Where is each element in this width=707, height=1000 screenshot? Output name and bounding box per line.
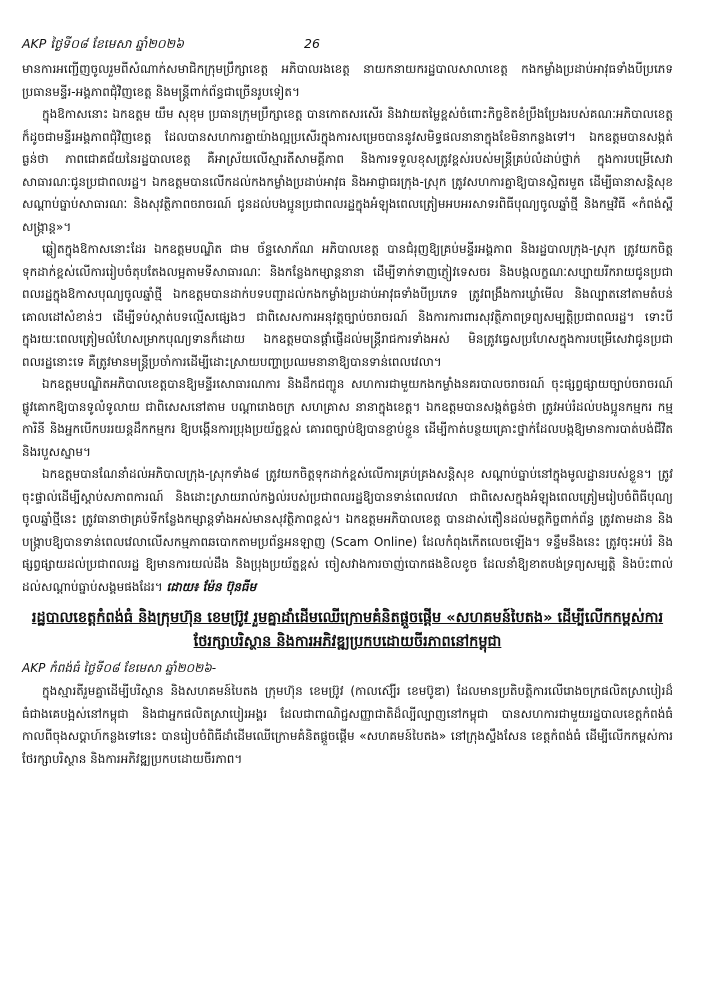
article1-paragraph-4 bbox=[22, 463, 673, 598]
article2-paragraph-1: ក្នុងស្មារតីរួមគ្នាដើម្បីបរិស្ថាន និងសហគមន៍បៃតង ក្រុមហ៊ុន ខេមប៊្រូវ (កាលស៊្បើរ ខេមប៊ូឌា) ដែលមានប្រតិបត្តិការលើរោងចក្រផលិតស្រាបៀរដ៏ធំជាងគេបង្អស់នៅកម្ពុជា និងជាអ្នកផលិតស្រាបៀរអង្គរ ដែលជាពាណិជ្ជសញ្ញាជាតិដ៏ល្បីល្បាញនៅកម្ពុជា បានសហការជាមួយរដ្ឋបាលខេត្តកំពង់ធំ កាលពីចុងសប្តាហ៍កន្លងទៅនេះ បានរៀបចំពិធីដាំដើមឈើក្រោមគំនិតផ្តួចផ្តើម «សហគមន៍បៃតង» នៅក្រុងស្ទឹងសែន ខេត្តកំពង់ធំ ដើម្បីលើកកម្ពស់ការថែរក្សាបរិស្ថាន និងការអភិវឌ្ឍប្រកបដោយចីរភាព។ bbox=[22, 684, 673, 766]
page-number: 26 bbox=[304, 36, 320, 51]
article1-paragraph-0: មានការអញ្ជើញចូលរួមពីសំណាក់សមាជិកក្រុមប្រឹក្សាខេត្ត អភិបាលរងខេត្ត នាយកនាយករដ្ឋបាលសាលាខេត្ត កងកម្លាំងប្រដាប់អាវុធទាំងបីប្រភេទ ប្រធានមន្ទីរ-អង្គភាពជុំវិញខេត្ត និងមន្ត្រីពាក់ព័ន្ធជាច្រើនរូបទៀត។ bbox=[22, 62, 673, 99]
article1-byline: ដោយ៖ ម៉ែន ប៊ុនធីម bbox=[166, 579, 257, 594]
article1-paragraph-1: ក្នុងឱកាសនោះ ឯកឧត្តម យឹម សុខុម ប្រធានក្រុមប្រឹក្សាខេត្ត បានកោតសរសើរ និងវាយតម្លៃខ្ពស់ចំពោះកិច្ចខិតខំប្រឹងប្រែងរបស់គណៈអភិបាលខេត្ត ក៏ដូចជាមន្ទីរអង្គភាពជុំវិញខេត្ត ដែលបានសហការគ្នាយ៉ាងល្អប្រសើរក្នុងការសម្រេចបាននូវសមិទ្ធផលនានាក្នុងខែមិនាកន្លងទៅ។ ឯកឧត្តមបានសង្កត់ធ្ងន់ថា ភាពជោគជ័យនៃរដ្ឋបាលខេត្ត គឺអាស្រ័យលើស្មារតីសាមគ្គីភាព និងការទទួលខុសត្រូវខ្ពស់របស់មន្ត្រីគ្រប់លំដាប់ថ្នាក់ ក្នុងការបម្រើសេវាសាធារណៈជូនប្រជាពលរដ្ឋ។ ឯកឧត្តមបានលើកដល់កងកម្លាំងប្រដាប់អាវុធ និងអាជ្ញាធរក្រុង-ស្រុក ត្រូវសហការគ្នាឱ្យបានស្អិតរមួត ដើម្បីធានាសន្តិសុខ សណ្តាប់ធ្នាប់សាធារណៈ និងសុវត្ថិភាពចរាចរណ៍ ជូនដល់បងប្អូនប្រជាពលរដ្ឋក្នុងអំឡុងពេលត្រៀមអបអរសាទរពិធីបុណ្យចូលឆ្នាំថ្មី និងកម្មវិធី «កំពង់ស្ពឺសង្ក្រាន្ត»។ bbox=[22, 107, 673, 234]
article2-dateline: AKP កំពង់ធំ ថ្ងៃទី០៨ ខែមេសា ឆ្នាំ២០២៦- bbox=[22, 661, 217, 675]
article1-paragraph-2: ឆ្លៀតក្នុងឱកាសនោះដែរ ឯកឧត្តមបណ្ឌិត ជាម ច័ន្ទសោភ័ណ អភិបាលខេត្ត បានជំរុញឱ្យគ្រប់មន្ទីរអង្គភាព និងរដ្ឋបាលក្រុង-ស្រុក ត្រូវយកចិត្តទុកដាក់ខ្ពស់លើការរៀបចំតុបតែងលម្អតាមទីសាធារណៈ និងកន្លែងកម្សាន្តនានា ដើម្បីទាក់ទាញភ្ញៀវទេសចរ និងបង្កលក្ខណៈសប្បាយរីករាយជូនប្រជាពលរដ្ឋក្នុងឱកាសបុណ្យចូលឆ្នាំថ្មី ឯកឧត្តមបានដាក់បទបញ្ជាដល់កងកម្លាំងប្រដាប់អាវុធទាំងបីប្រភេទ ត្រូវពង្រឹងការឃ្លាំមើល និងល្បាតនៅតាមតំបន់គោលដៅសំខាន់ៗ ដើម្បីទប់ស្កាត់បទល្មើសផ្សេងៗ ជាពិសេសការអនុវត្តច្បាប់ចរាចរណ៍ និងការការពារសុវត្ថិភាពទ្រព្យសម្បត្តិប្រជាពលរដ្ឋ។ ទោះបីក្នុងរយៈពេលត្រៀមលំហែសម្រាកបុណ្យទានក៏ដោយ ឯកឧត្តមបានផ្តាំផ្ញើដល់មន្ត្រីរាជការទាំងអស់ មិនត្រូវធ្វេសប្រហែសក្នុងការបម្រើសេវាជូនប្រជាពលរដ្ឋនោះទេ គឺត្រូវមានមន្ត្រីប្រចាំការដើម្បីដោះស្រាយបញ្ហាប្រឈមនានាឱ្យបានទាន់ពេលវេលា។ bbox=[22, 242, 673, 369]
page-header bbox=[22, 36, 673, 58]
article1-paragraph-4-text: ឯកឧត្តមបានណែនាំដល់អភិបាលក្រុង-ស្រុកទាំង៨ ត្រូវយកចិត្តទុកដាក់ខ្ពស់លើការគ្រប់គ្រងសន្តិសុខ សណ្តាប់ធ្នាប់នៅក្នុងមូលដ្ឋានរបស់ខ្លួន។ ត្រូវចុះផ្ទាល់ដើម្បីស្តាប់សភាពការណ៍ និងដោះស្រាយរាល់កង្វល់របស់ប្រជាពលរដ្ឋឱ្យបានទាន់ពេលវេលា ជាពិសេសក្នុងអំឡុងពេលត្រៀមរៀបចំពិធីបុណ្យចូលឆ្នាំថ្មីនេះ ត្រូវធានាថាគ្រប់ទីកន្លែងកម្សាន្តទាំងអស់មានសុវត្ថិភាពខ្ពស់។ ឯកឧត្តមអភិបាលខេត្ត បានដាស់តឿនដល់មត្តកិច្ចពាក់ព័ន្ធ ត្រូវតាមដាន និងបង្ក្រាបឱ្យបានទាន់ពេលវេលាលើសកម្មភាពឆបោកតាមប្រព័ន្ធអនឡាញ (Scam Online) ដែលកំពុងកើតលេចឡើង។ ទន្ទឹមនឹងនេះ ត្រូវចុះអប់រំ និងផ្សព្វផ្សាយដល់ប្រជាពលរដ្ឋ ឱ្យមានការយល់ដឹង និងប្រុងប្រយ័ត្នខ្ពស់ ចៀសវាងការចាញ់បោកផងខិលខូច ដែលនាំឱ្យខាតបង់ទ្រព្យសម្បត្តិ និងប៉ះពាល់ដល់សណ្តាប់ធ្នាប់សង្គមផងដែរ។ bbox=[22, 467, 673, 594]
article2-headline: រដ្ឋបាលខេត្តកំពង់ធំ និងក្រុមហ៊ុន ខេមប៊្រូវ រួមគ្នាដាំដើមឈើក្រោមគំនិតផ្តួចផ្តើម «សហគមន៍បៃតង» ដើម្បីលើកកម្ពស់ការថែរក្សាបរិស្ថាន និងការអភិវឌ្ឍប្រកបដោយចីរភាពនៅកម្ពុជា bbox=[31, 610, 664, 650]
header-source-date: AKP ថ្ងៃទី០៨ ខែមេសា ឆ្នាំ២០២៦ bbox=[22, 36, 184, 51]
article1-paragraph-3: ឯកឧត្តមបណ្ឌិតអភិបាលខេត្តបានឱ្យមន្ទីរសោធារណការ និងដឹកជញ្ជូន សហការជាមួយកងកម្លាំងនគរបាលចរាចរណ៍ ចុះផ្សព្វផ្សាយច្បាប់ចរាចរណ៍ផ្លូវគោកឱ្យបានទូលំទូលាយ ជាពិសេសនៅតាម បណ្តារោងចក្រ សហគ្រាស នានាក្នុងខេត្ត។ ឯកឧត្តមបានសង្កត់ធ្ងន់ថា ត្រូវអប់រំដល់បងប្អូនកម្មករ កម្មការិនី និងអ្នកបើកបររយន្តដឹកកម្មករ ឱ្យបង្កើនការប្រុងប្រយ័ត្នខ្ពស់ គោរពច្បាប់ឱ្យបានខ្ជាប់ខ្ជួន ដើម្បីកាត់បន្ថយគ្រោះថ្នាក់ដែលបង្កឱ្យមានការបាត់បង់ជីវិត និងរបួសស្នាម។ bbox=[22, 377, 673, 459]
